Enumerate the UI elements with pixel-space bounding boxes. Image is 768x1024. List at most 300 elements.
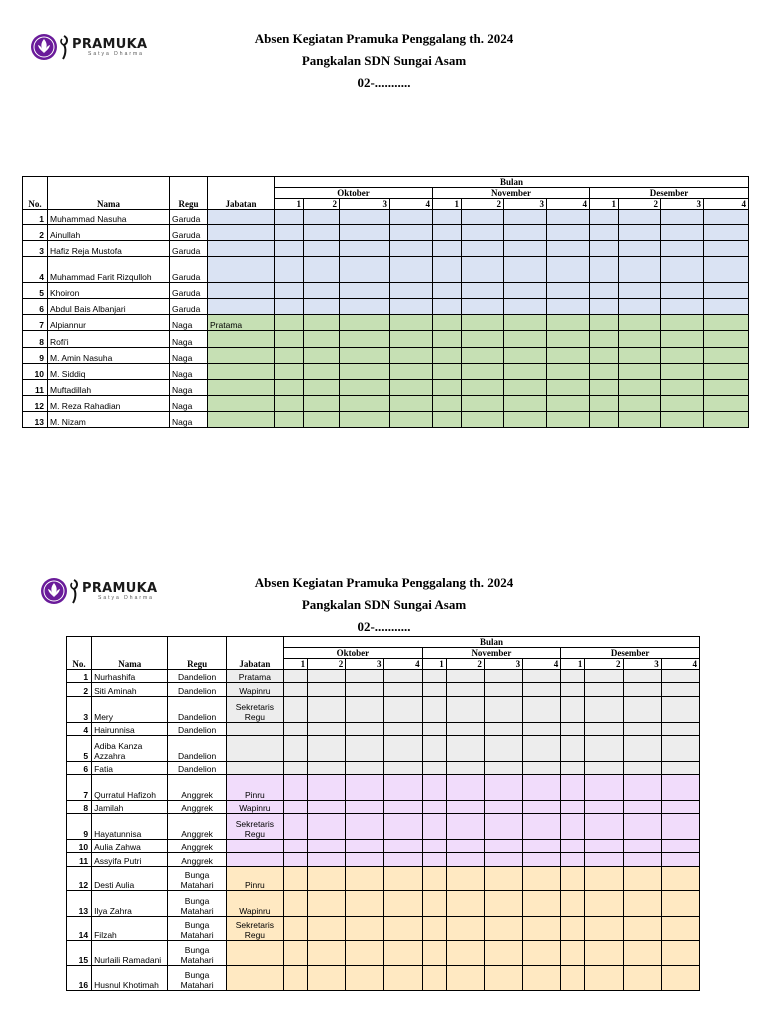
attendance-cell[interactable] — [547, 380, 590, 396]
attendance-cell[interactable] — [308, 762, 346, 775]
attendance-cell[interactable] — [623, 867, 661, 891]
attendance-cell[interactable] — [661, 210, 704, 225]
attendance-cell[interactable] — [704, 299, 749, 315]
attendance-cell[interactable] — [504, 241, 547, 257]
attendance-cell[interactable] — [346, 891, 384, 917]
attendance-cell[interactable] — [590, 315, 619, 331]
attendance-cell[interactable] — [484, 801, 522, 814]
attendance-cell[interactable] — [340, 315, 390, 331]
attendance-cell[interactable] — [704, 225, 749, 241]
attendance-cell[interactable] — [308, 814, 346, 840]
attendance-cell[interactable] — [346, 814, 384, 840]
attendance-cell[interactable] — [446, 840, 484, 853]
attendance-cell[interactable] — [623, 736, 661, 762]
attendance-cell[interactable] — [523, 736, 561, 762]
attendance-cell[interactable] — [661, 762, 699, 775]
attendance-cell[interactable] — [446, 966, 484, 991]
attendance-cell[interactable] — [346, 917, 384, 941]
attendance-cell[interactable] — [446, 867, 484, 891]
attendance-cell[interactable] — [585, 840, 623, 853]
attendance-cell[interactable] — [547, 315, 590, 331]
attendance-cell[interactable] — [484, 891, 522, 917]
attendance-cell[interactable] — [561, 814, 585, 840]
attendance-cell[interactable] — [590, 412, 619, 428]
attendance-cell[interactable] — [661, 697, 699, 723]
attendance-cell[interactable] — [484, 853, 522, 867]
attendance-cell[interactable] — [340, 412, 390, 428]
attendance-cell[interactable] — [433, 225, 462, 241]
attendance-cell[interactable] — [384, 670, 422, 683]
attendance-cell[interactable] — [661, 396, 704, 412]
attendance-cell[interactable] — [590, 364, 619, 380]
attendance-cell[interactable] — [523, 941, 561, 966]
attendance-cell[interactable] — [619, 348, 661, 364]
attendance-cell[interactable] — [284, 917, 308, 941]
attendance-cell[interactable] — [433, 396, 462, 412]
attendance-cell[interactable] — [585, 891, 623, 917]
attendance-cell[interactable] — [422, 917, 446, 941]
attendance-cell[interactable] — [661, 853, 699, 867]
attendance-cell[interactable] — [523, 775, 561, 801]
attendance-cell[interactable] — [590, 396, 619, 412]
attendance-cell[interactable] — [523, 670, 561, 683]
attendance-cell[interactable] — [390, 283, 433, 299]
attendance-cell[interactable] — [390, 364, 433, 380]
attendance-cell[interactable] — [484, 762, 522, 775]
attendance-cell[interactable] — [484, 840, 522, 853]
attendance-cell[interactable] — [346, 736, 384, 762]
attendance-cell[interactable] — [661, 775, 699, 801]
attendance-cell[interactable] — [623, 840, 661, 853]
attendance-cell[interactable] — [446, 736, 484, 762]
attendance-cell[interactable] — [390, 380, 433, 396]
attendance-cell[interactable] — [304, 331, 340, 348]
attendance-cell[interactable] — [384, 867, 422, 891]
attendance-cell[interactable] — [590, 283, 619, 299]
attendance-cell[interactable] — [422, 775, 446, 801]
attendance-cell[interactable] — [523, 683, 561, 697]
attendance-cell[interactable] — [547, 412, 590, 428]
attendance-cell[interactable] — [433, 315, 462, 331]
attendance-cell[interactable] — [346, 775, 384, 801]
attendance-cell[interactable] — [275, 380, 304, 396]
attendance-cell[interactable] — [384, 775, 422, 801]
attendance-cell[interactable] — [661, 683, 699, 697]
attendance-cell[interactable] — [433, 257, 462, 283]
attendance-cell[interactable] — [346, 867, 384, 891]
attendance-cell[interactable] — [422, 853, 446, 867]
attendance-cell[interactable] — [340, 283, 390, 299]
attendance-cell[interactable] — [704, 331, 749, 348]
attendance-cell[interactable] — [484, 670, 522, 683]
attendance-cell[interactable] — [284, 697, 308, 723]
attendance-cell[interactable] — [304, 396, 340, 412]
attendance-cell[interactable] — [619, 331, 661, 348]
attendance-cell[interactable] — [433, 283, 462, 299]
attendance-cell[interactable] — [623, 775, 661, 801]
attendance-cell[interactable] — [484, 867, 522, 891]
attendance-cell[interactable] — [704, 380, 749, 396]
attendance-cell[interactable] — [390, 412, 433, 428]
attendance-cell[interactable] — [275, 364, 304, 380]
attendance-cell[interactable] — [462, 364, 504, 380]
attendance-cell[interactable] — [384, 941, 422, 966]
attendance-cell[interactable] — [384, 966, 422, 991]
attendance-cell[interactable] — [704, 396, 749, 412]
attendance-cell[interactable] — [547, 241, 590, 257]
attendance-cell[interactable] — [422, 966, 446, 991]
attendance-cell[interactable] — [504, 348, 547, 364]
attendance-cell[interactable] — [619, 364, 661, 380]
attendance-cell[interactable] — [661, 801, 699, 814]
attendance-cell[interactable] — [561, 670, 585, 683]
attendance-cell[interactable] — [484, 814, 522, 840]
attendance-cell[interactable] — [346, 670, 384, 683]
attendance-cell[interactable] — [462, 331, 504, 348]
attendance-cell[interactable] — [284, 966, 308, 991]
attendance-cell[interactable] — [561, 867, 585, 891]
attendance-cell[interactable] — [585, 697, 623, 723]
attendance-cell[interactable] — [433, 348, 462, 364]
attendance-cell[interactable] — [304, 210, 340, 225]
attendance-cell[interactable] — [623, 670, 661, 683]
attendance-cell[interactable] — [462, 412, 504, 428]
attendance-cell[interactable] — [504, 380, 547, 396]
attendance-cell[interactable] — [704, 257, 749, 283]
attendance-cell[interactable] — [384, 917, 422, 941]
attendance-cell[interactable] — [275, 210, 304, 225]
attendance-cell[interactable] — [462, 241, 504, 257]
attendance-cell[interactable] — [561, 853, 585, 867]
attendance-cell[interactable] — [308, 941, 346, 966]
attendance-cell[interactable] — [340, 210, 390, 225]
attendance-cell[interactable] — [284, 670, 308, 683]
attendance-cell[interactable] — [433, 412, 462, 428]
attendance-cell[interactable] — [504, 299, 547, 315]
attendance-cell[interactable] — [462, 257, 504, 283]
attendance-cell[interactable] — [275, 241, 304, 257]
attendance-cell[interactable] — [661, 840, 699, 853]
attendance-cell[interactable] — [484, 775, 522, 801]
attendance-cell[interactable] — [619, 396, 661, 412]
attendance-cell[interactable] — [547, 331, 590, 348]
attendance-cell[interactable] — [661, 891, 699, 917]
attendance-cell[interactable] — [704, 348, 749, 364]
attendance-cell[interactable] — [384, 891, 422, 917]
attendance-cell[interactable] — [704, 364, 749, 380]
attendance-cell[interactable] — [422, 723, 446, 736]
attendance-cell[interactable] — [422, 762, 446, 775]
attendance-cell[interactable] — [504, 283, 547, 299]
attendance-cell[interactable] — [275, 331, 304, 348]
attendance-cell[interactable] — [623, 801, 661, 814]
attendance-cell[interactable] — [275, 257, 304, 283]
attendance-cell[interactable] — [275, 396, 304, 412]
attendance-cell[interactable] — [590, 210, 619, 225]
attendance-cell[interactable] — [585, 814, 623, 840]
attendance-cell[interactable] — [704, 315, 749, 331]
attendance-cell[interactable] — [661, 225, 704, 241]
attendance-cell[interactable] — [619, 412, 661, 428]
attendance-cell[interactable] — [308, 697, 346, 723]
attendance-cell[interactable] — [384, 853, 422, 867]
attendance-cell[interactable] — [340, 331, 390, 348]
attendance-cell[interactable] — [484, 683, 522, 697]
attendance-cell[interactable] — [661, 380, 704, 396]
attendance-cell[interactable] — [585, 941, 623, 966]
attendance-cell[interactable] — [275, 315, 304, 331]
attendance-cell[interactable] — [284, 853, 308, 867]
attendance-cell[interactable] — [462, 396, 504, 412]
attendance-cell[interactable] — [422, 867, 446, 891]
attendance-cell[interactable] — [661, 867, 699, 891]
attendance-cell[interactable] — [661, 736, 699, 762]
attendance-cell[interactable] — [284, 723, 308, 736]
attendance-cell[interactable] — [304, 412, 340, 428]
attendance-cell[interactable] — [446, 697, 484, 723]
attendance-cell[interactable] — [308, 723, 346, 736]
attendance-cell[interactable] — [308, 670, 346, 683]
attendance-cell[interactable] — [446, 891, 484, 917]
attendance-cell[interactable] — [308, 683, 346, 697]
attendance-cell[interactable] — [585, 775, 623, 801]
attendance-cell[interactable] — [304, 299, 340, 315]
attendance-cell[interactable] — [585, 723, 623, 736]
attendance-cell[interactable] — [661, 283, 704, 299]
attendance-cell[interactable] — [433, 210, 462, 225]
attendance-cell[interactable] — [340, 225, 390, 241]
attendance-cell[interactable] — [561, 775, 585, 801]
attendance-cell[interactable] — [304, 225, 340, 241]
attendance-cell[interactable] — [661, 814, 699, 840]
attendance-cell[interactable] — [547, 364, 590, 380]
attendance-cell[interactable] — [623, 723, 661, 736]
attendance-cell[interactable] — [504, 257, 547, 283]
attendance-cell[interactable] — [308, 801, 346, 814]
attendance-cell[interactable] — [623, 891, 661, 917]
attendance-cell[interactable] — [390, 331, 433, 348]
attendance-cell[interactable] — [340, 364, 390, 380]
attendance-cell[interactable] — [661, 315, 704, 331]
attendance-cell[interactable] — [284, 867, 308, 891]
attendance-cell[interactable] — [623, 966, 661, 991]
attendance-cell[interactable] — [623, 917, 661, 941]
attendance-cell[interactable] — [561, 723, 585, 736]
attendance-cell[interactable] — [484, 941, 522, 966]
attendance-cell[interactable] — [390, 210, 433, 225]
attendance-cell[interactable] — [547, 396, 590, 412]
attendance-cell[interactable] — [623, 853, 661, 867]
attendance-cell[interactable] — [275, 283, 304, 299]
attendance-cell[interactable] — [504, 412, 547, 428]
attendance-cell[interactable] — [590, 299, 619, 315]
attendance-cell[interactable] — [561, 762, 585, 775]
attendance-cell[interactable] — [346, 723, 384, 736]
attendance-cell[interactable] — [661, 941, 699, 966]
attendance-cell[interactable] — [422, 801, 446, 814]
attendance-cell[interactable] — [585, 801, 623, 814]
attendance-cell[interactable] — [462, 299, 504, 315]
attendance-cell[interactable] — [561, 941, 585, 966]
attendance-cell[interactable] — [446, 775, 484, 801]
attendance-cell[interactable] — [623, 683, 661, 697]
attendance-cell[interactable] — [661, 348, 704, 364]
attendance-cell[interactable] — [308, 867, 346, 891]
attendance-cell[interactable] — [275, 348, 304, 364]
attendance-cell[interactable] — [390, 348, 433, 364]
attendance-cell[interactable] — [304, 241, 340, 257]
attendance-cell[interactable] — [704, 412, 749, 428]
attendance-cell[interactable] — [590, 257, 619, 283]
attendance-cell[interactable] — [304, 283, 340, 299]
attendance-cell[interactable] — [346, 801, 384, 814]
attendance-cell[interactable] — [619, 257, 661, 283]
attendance-cell[interactable] — [523, 801, 561, 814]
attendance-cell[interactable] — [390, 299, 433, 315]
attendance-cell[interactable] — [275, 412, 304, 428]
attendance-cell[interactable] — [504, 364, 547, 380]
attendance-cell[interactable] — [346, 762, 384, 775]
attendance-cell[interactable] — [390, 257, 433, 283]
attendance-cell[interactable] — [547, 257, 590, 283]
attendance-cell[interactable] — [275, 299, 304, 315]
attendance-cell[interactable] — [462, 283, 504, 299]
attendance-cell[interactable] — [504, 315, 547, 331]
attendance-cell[interactable] — [422, 941, 446, 966]
attendance-cell[interactable] — [484, 966, 522, 991]
attendance-cell[interactable] — [619, 299, 661, 315]
attendance-cell[interactable] — [462, 225, 504, 241]
attendance-cell[interactable] — [346, 840, 384, 853]
attendance-cell[interactable] — [284, 840, 308, 853]
attendance-cell[interactable] — [340, 241, 390, 257]
attendance-cell[interactable] — [661, 331, 704, 348]
attendance-cell[interactable] — [340, 348, 390, 364]
attendance-cell[interactable] — [433, 299, 462, 315]
attendance-cell[interactable] — [304, 380, 340, 396]
attendance-cell[interactable] — [308, 917, 346, 941]
attendance-cell[interactable] — [446, 683, 484, 697]
attendance-cell[interactable] — [308, 775, 346, 801]
attendance-cell[interactable] — [585, 683, 623, 697]
attendance-cell[interactable] — [585, 867, 623, 891]
attendance-cell[interactable] — [384, 762, 422, 775]
attendance-cell[interactable] — [619, 283, 661, 299]
attendance-cell[interactable] — [484, 736, 522, 762]
attendance-cell[interactable] — [390, 225, 433, 241]
attendance-cell[interactable] — [346, 941, 384, 966]
attendance-cell[interactable] — [661, 917, 699, 941]
attendance-cell[interactable] — [340, 299, 390, 315]
attendance-cell[interactable] — [561, 966, 585, 991]
attendance-cell[interactable] — [484, 723, 522, 736]
attendance-cell[interactable] — [284, 801, 308, 814]
attendance-cell[interactable] — [384, 697, 422, 723]
attendance-cell[interactable] — [619, 380, 661, 396]
attendance-cell[interactable] — [384, 736, 422, 762]
attendance-cell[interactable] — [433, 380, 462, 396]
attendance-cell[interactable] — [623, 941, 661, 966]
attendance-cell[interactable] — [585, 670, 623, 683]
attendance-cell[interactable] — [462, 210, 504, 225]
attendance-cell[interactable] — [547, 348, 590, 364]
attendance-cell[interactable] — [284, 736, 308, 762]
attendance-cell[interactable] — [484, 917, 522, 941]
attendance-cell[interactable] — [433, 241, 462, 257]
attendance-cell[interactable] — [623, 814, 661, 840]
attendance-cell[interactable] — [433, 331, 462, 348]
attendance-cell[interactable] — [585, 762, 623, 775]
attendance-cell[interactable] — [384, 801, 422, 814]
attendance-cell[interactable] — [446, 853, 484, 867]
attendance-cell[interactable] — [619, 210, 661, 225]
attendance-cell[interactable] — [523, 966, 561, 991]
attendance-cell[interactable] — [446, 814, 484, 840]
attendance-cell[interactable] — [390, 241, 433, 257]
attendance-cell[interactable] — [547, 283, 590, 299]
attendance-cell[interactable] — [547, 225, 590, 241]
attendance-cell[interactable] — [304, 364, 340, 380]
attendance-cell[interactable] — [433, 364, 462, 380]
attendance-cell[interactable] — [384, 723, 422, 736]
attendance-cell[interactable] — [623, 762, 661, 775]
attendance-cell[interactable] — [561, 891, 585, 917]
attendance-cell[interactable] — [523, 762, 561, 775]
attendance-cell[interactable] — [308, 736, 346, 762]
attendance-cell[interactable] — [561, 801, 585, 814]
attendance-cell[interactable] — [619, 241, 661, 257]
attendance-cell[interactable] — [304, 348, 340, 364]
attendance-cell[interactable] — [704, 241, 749, 257]
attendance-cell[interactable] — [462, 315, 504, 331]
attendance-cell[interactable] — [284, 814, 308, 840]
attendance-cell[interactable] — [504, 331, 547, 348]
attendance-cell[interactable] — [590, 348, 619, 364]
attendance-cell[interactable] — [661, 966, 699, 991]
attendance-cell[interactable] — [590, 380, 619, 396]
attendance-cell[interactable] — [284, 941, 308, 966]
attendance-cell[interactable] — [390, 315, 433, 331]
attendance-cell[interactable] — [661, 670, 699, 683]
attendance-cell[interactable] — [284, 683, 308, 697]
attendance-cell[interactable] — [446, 941, 484, 966]
attendance-cell[interactable] — [446, 801, 484, 814]
attendance-cell[interactable] — [422, 670, 446, 683]
attendance-cell[interactable] — [390, 396, 433, 412]
attendance-cell[interactable] — [284, 891, 308, 917]
attendance-cell[interactable] — [523, 891, 561, 917]
attendance-cell[interactable] — [422, 683, 446, 697]
attendance-cell[interactable] — [284, 775, 308, 801]
attendance-cell[interactable] — [661, 299, 704, 315]
attendance-cell[interactable] — [523, 840, 561, 853]
attendance-cell[interactable] — [704, 210, 749, 225]
attendance-cell[interactable] — [340, 257, 390, 283]
attendance-cell[interactable] — [585, 736, 623, 762]
attendance-cell[interactable] — [623, 697, 661, 723]
attendance-cell[interactable] — [523, 867, 561, 891]
attendance-cell[interactable] — [523, 697, 561, 723]
attendance-cell[interactable] — [484, 697, 522, 723]
attendance-cell[interactable] — [308, 853, 346, 867]
attendance-cell[interactable] — [590, 225, 619, 241]
attendance-cell[interactable] — [661, 257, 704, 283]
attendance-cell[interactable] — [422, 736, 446, 762]
attendance-cell[interactable] — [585, 917, 623, 941]
attendance-cell[interactable] — [590, 241, 619, 257]
attendance-cell[interactable] — [446, 762, 484, 775]
attendance-cell[interactable] — [504, 396, 547, 412]
